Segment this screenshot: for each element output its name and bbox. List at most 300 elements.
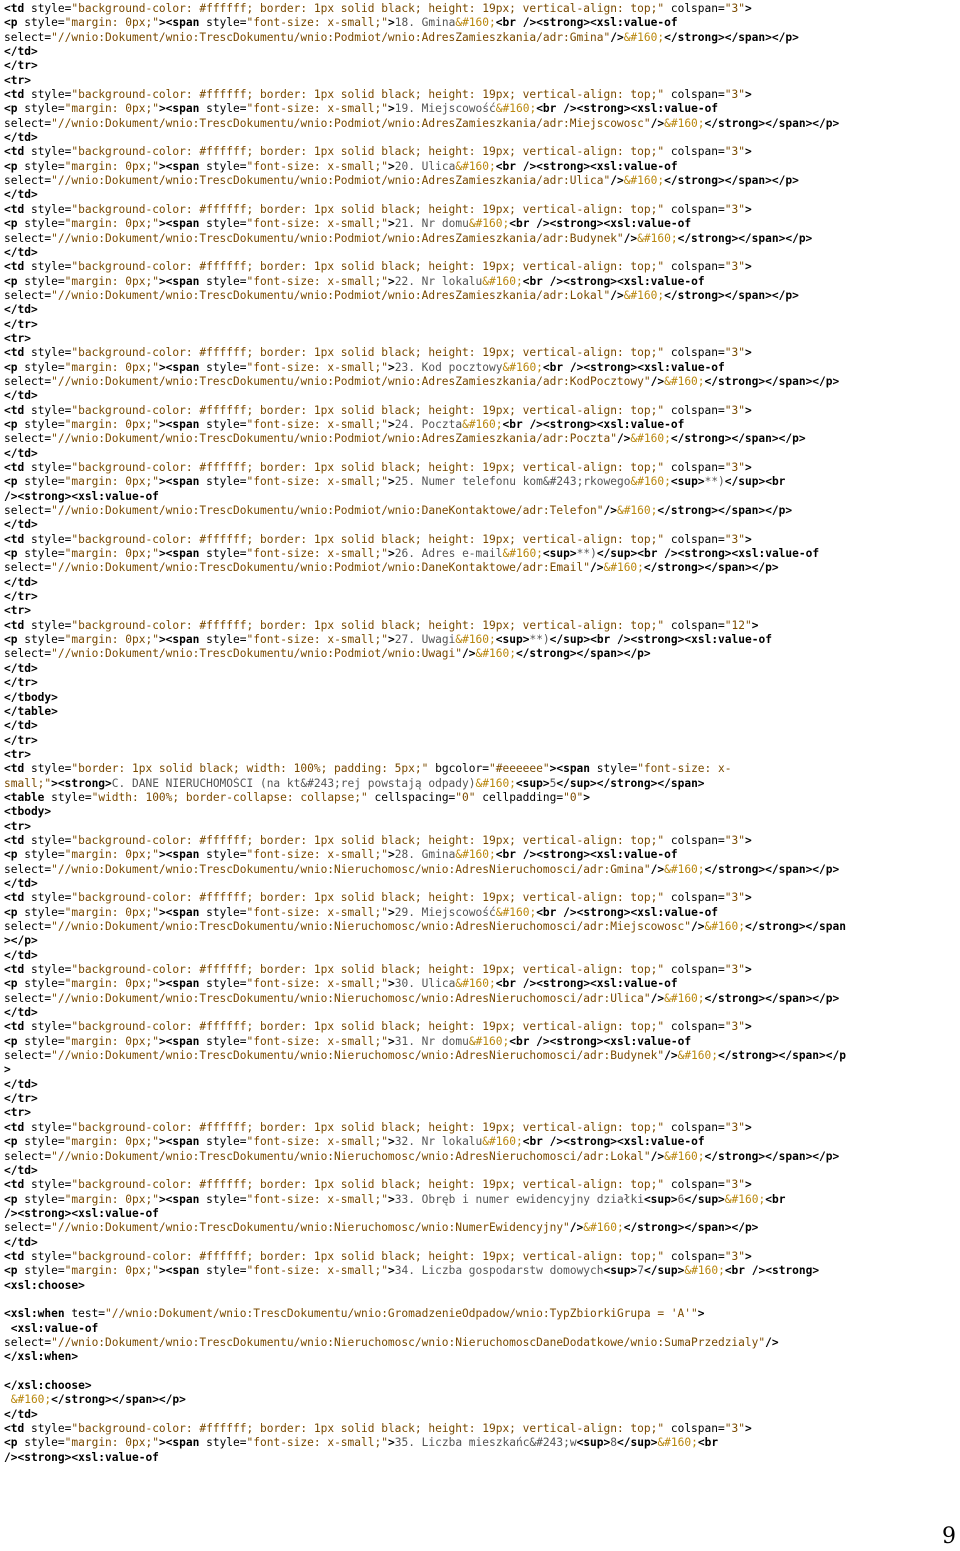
code-token: "margin: 0px;" [64,977,159,991]
code-token: "//wnio:Dokument/wnio:TrescDokumentu/wnio:Nieruchomosc/wnio:AdresNieruchomosci/adr:Ulica" [51,991,651,1005]
code-token: "3" [724,1422,745,1436]
code-token: 34. Liczba gospodarstw domowych [394,1264,604,1278]
code-token: "//wnio:Dokument/wnio:TrescDokumentu/wnio:Podmiot/wnio:Uwagi" [51,647,463,661]
code-token: <p [4,1034,18,1048]
code-token: &#160; [630,432,671,446]
code-token: "background-color: #ffffff; border: 1px solid black; height: 19px; vertical-align: top;" [71,346,665,360]
code-token: colspan= [664,833,725,847]
code-token: "//wnio:Dokument/wnio:TrescDokumentu/wnio:Podmiot/wnio:AdresZamieszkania/adr:Budynek" [51,231,624,245]
code-token: <td [4,1178,25,1192]
code-token: select= [4,374,52,388]
code-token: > [387,1034,395,1048]
code-token: <tr> [4,819,31,833]
code-token: <p [4,102,18,116]
page-number: 9 [942,1524,956,1549]
code-line [4,1164,956,1178]
code-token: </sup> [684,1192,725,1206]
code-token: <sup> [576,1436,611,1450]
code-token: </strong></span></p> [704,1149,840,1163]
code-token: style= [199,159,247,173]
code-line [4,404,956,418]
code-line [4,748,956,762]
code-token: 19. Miejscowość [394,102,496,116]
code-token: &#160; [616,504,658,518]
code-token: <td [4,260,25,274]
code-token: style= [199,1264,247,1278]
code-token: </td> [4,245,38,259]
code-line [4,848,956,862]
code-token: &#160; [475,776,516,790]
code-token: "margin: 0px;" [64,16,159,30]
code-line [4,777,956,791]
code-token: <p [4,417,18,431]
code-token: ><span [158,475,200,489]
code-token: cellspacing= [367,790,456,804]
code-token: &#160; [455,977,496,991]
code-token: style= [24,145,72,159]
code-token: "margin: 0px;" [64,274,159,288]
code-token: > [387,102,395,116]
code-token: "margin: 0px;" [64,1436,159,1450]
code-token: style= [17,633,65,647]
code-token: style= [199,102,247,116]
code-token: style= [24,833,72,847]
code-token: <br /><strong><xsl:value-of [536,102,719,116]
code-token: <br /><strong><xsl:value-of [495,977,678,991]
code-token: select= [4,174,52,188]
code-token: &#160; [482,274,523,288]
code-token: 32. Nr lokalu [394,1135,483,1149]
code-token: </tbody> [4,690,58,704]
code-line [4,346,956,360]
code-token: style= [199,1436,247,1450]
code-token: </td> [4,719,38,733]
code-token: 29. Miejscowość [394,905,496,919]
code-token: 6 [677,1192,685,1206]
code-token: > [387,274,395,288]
code-token: style= [17,547,65,561]
code-token: > [744,1120,752,1134]
code-token: colspan= [664,403,725,417]
code-token: </tr> [4,317,38,331]
code-token: ><span [158,159,200,173]
code-line [4,490,956,504]
code-token: "font-size: x-small;" [246,159,388,173]
code-token: &#160; [495,905,537,919]
code-token: 18. Gmina [394,16,456,30]
code-token: "background-color: #ffffff; border: 1px solid black; height: 19px; vertical-align: top;" [71,403,665,417]
code-line [4,662,956,676]
code-token: <p [4,848,18,862]
code-token: "background-color: #ffffff; border: 1px solid black; height: 19px; vertical-align: top;" [71,88,665,102]
code-token: colspan= [664,963,725,977]
code-line [4,619,956,633]
code-token: </td> [4,575,38,589]
code-token: "font-size: x-small;" [246,360,388,374]
code-token: ><span [549,762,591,776]
code-token: 25. Numer telefonu kom&#243;rkowego [394,475,631,489]
code-line [4,920,956,934]
code-token: style= [17,1135,65,1149]
code-token: > [387,159,395,173]
code-line [4,561,956,575]
code-token: </tr> [4,59,38,73]
code-token: select= [4,647,52,661]
code-token: > [387,1135,395,1149]
code-token: test= [64,1307,106,1321]
code-token: /> [765,1335,779,1349]
code-token: style= [17,217,65,231]
code-token: "3" [724,461,745,474]
code-token: &#160; [475,647,516,661]
code-token: &#160; [623,288,665,302]
code-line [4,59,956,73]
code-token: <p [4,16,18,30]
code-token: &#160; [637,231,678,245]
code-token: <td [4,202,25,216]
code-token: "font-size: x-small;" [246,417,388,431]
code-token: </td> [4,303,38,317]
code-token: > [387,1192,395,1206]
code-token: "margin: 0px;" [64,848,159,862]
code-token: style= [17,1436,65,1450]
code-token: "3" [724,202,745,216]
code-line [4,1121,956,1135]
code-line [4,1436,956,1450]
code-line [4,160,956,174]
code-token: </strong></span [744,920,846,933]
code-token: "margin: 0px;" [64,1192,159,1206]
code-token: > [744,88,752,102]
code-token: &#160; [664,374,705,388]
code-token: style= [24,1178,72,1192]
code-token: "3" [724,403,745,417]
code-token: </td> [4,188,38,202]
code-token: > [744,1249,752,1263]
code-token: > [387,417,395,431]
code-token: <td [4,145,25,159]
code-token: </td> [4,1235,38,1249]
code-token: "font-size: x-small;" [246,1135,388,1149]
code-token: "font-size: x-small;" [246,633,388,647]
code-line [4,1078,956,1092]
code-token: select= [4,231,52,245]
code-token: style= [24,1020,72,1034]
code-token: &#160; [623,174,665,188]
code-token: style= [199,905,247,919]
code-token: "background-color: #ffffff; border: 1px solid black; height: 19px; vertical-align: top;" [71,1422,665,1436]
code-token: </td> [4,661,38,675]
code-line [4,102,956,116]
code-line [4,1178,956,1192]
code-line [4,31,956,45]
code-token: "background-color: #ffffff; border: 1px solid black; height: 19px; vertical-align: top;" [71,891,665,905]
code-line [4,691,956,705]
code-token: <br /><strong><xsl:value-of [495,848,678,862]
code-token: style= [199,633,247,647]
code-token: "background-color: #ffffff; border: 1px solid black; height: 19px; vertical-align: top;" [71,618,665,632]
code-token: ><span [158,547,200,561]
code-token: "3" [724,1178,745,1192]
code-token: > [4,1063,11,1077]
code-token: 26. Adres e-mail [394,547,503,561]
code-token: style= [24,532,72,546]
code-token: "font-size: x-small;" [246,1436,388,1450]
code-token: </tr> [4,1092,38,1106]
code-line [4,1006,956,1020]
code-line [4,863,956,877]
code-token: "3" [724,145,745,159]
code-token: </sup></strong></span> [556,776,705,790]
code-token: <p [4,1264,18,1278]
code-token: </table> [4,704,58,718]
code-token: /> [590,561,604,575]
code-token: <p [4,633,18,647]
code-line [4,88,956,102]
code-token: select= [4,991,52,1005]
code-token: style= [17,1264,65,1278]
code-token: <tr> [4,1106,31,1120]
code-token: </strong></span></p> [51,1393,186,1407]
code-token: &#160; [724,1192,766,1206]
code-token: select= [4,30,52,44]
code-token: "background-color: #ffffff; border: 1px solid black; height: 19px; vertical-align: top;" [71,963,665,977]
code-line [4,977,956,991]
code-token: colspan= [664,1120,725,1134]
code-token: **) [704,475,725,489]
code-token: <p [4,547,18,561]
code-token: ><span [158,16,200,30]
code-token: <xsl:value-of [4,1321,99,1335]
code-token: style= [24,963,72,977]
code-token: <td [4,88,25,102]
code-token: /> [610,174,624,188]
code-line [4,1264,956,1278]
code-line [4,1063,956,1077]
code-token: "width: 100%; border-collapse: collapse;" [91,790,368,804]
code-token: style= [24,461,72,474]
code-line [4,1049,956,1063]
code-token: style= [24,202,72,216]
code-token: 23. Kod pocztowy [394,360,503,374]
code-token: "3" [724,1249,745,1263]
code-line [4,1336,956,1350]
code-token: "font-size: x-small;" [246,102,388,116]
code-line [4,303,956,317]
code-token: "margin: 0px;" [64,905,159,919]
code-token: &#160; [4,1393,52,1407]
code-listing [4,2,956,1465]
code-token: "font-size: x-small;" [246,16,388,30]
code-token: /> [610,30,624,44]
code-token: "margin: 0px;" [64,1034,159,1048]
code-token: <br /><strong><xsl:value-of [495,16,678,30]
code-token: select= [4,1335,52,1349]
code-token: style= [199,417,247,431]
code-line [4,1150,956,1164]
code-line [4,188,956,202]
code-token: "//wnio:Dokument/wnio:TrescDokumentu/wnio:Podmiot/wnio:AdresZamieszkania/adr:Miejscowosc" [51,116,651,130]
code-token: <br /><strong><xsl:value-of [495,159,678,173]
code-token: **) [576,547,597,561]
code-line [4,45,956,59]
code-line [4,2,956,16]
code-line [4,762,956,776]
code-token: <br /><strong><xsl:value-of [536,905,719,919]
code-token: ><strong> [51,776,112,790]
code-line [4,145,956,159]
code-token: <td [4,618,25,632]
code-token: select= [4,1221,52,1235]
code-token: style= [17,274,65,288]
code-token: small;" [4,776,52,790]
code-token: "font-size: x-small;" [246,274,388,288]
code-line [4,805,956,819]
code-token: "//wnio:Dokument/wnio:TrescDokumentu/wnio:Nieruchomosc/wnio:AdresNieruchomosci/adr:Miejscowosc" [51,920,692,933]
code-token: </strong></span></p> [704,374,840,388]
code-token: <p [4,977,18,991]
code-token: 8 [610,1436,618,1450]
code-token: </strong></span></p> [657,504,793,518]
code-token: </strong></span></p> [664,174,799,188]
code-token: select= [4,288,52,302]
code-token: style= [17,360,65,374]
code-token: </td> [4,1407,38,1421]
code-token: <br /><strong><xsl:value-of [542,360,725,374]
code-token: colspan= [664,1422,725,1436]
code-token: "background-color: #ffffff; border: 1px solid black; height: 19px; vertical-align: top;" [71,260,665,274]
code-token: "3" [724,891,745,905]
code-token: ><span [158,360,200,374]
code-token: /><strong><xsl:value-of [4,1450,159,1464]
code-token: <sup> [515,776,550,790]
code-token: /> [569,1221,584,1235]
code-token: <p [4,274,18,288]
code-line [4,117,956,131]
code-token: style= [199,16,247,30]
code-token: "margin: 0px;" [64,1264,159,1278]
code-token: "border: 1px solid black; width: 100%; padding: 5px;" [71,762,429,776]
code-token: select= [4,116,52,130]
code-token: </tr> [4,676,38,690]
code-line [4,174,956,188]
code-token: > [744,260,752,274]
code-line [4,1293,956,1307]
code-token: > [744,833,752,847]
code-token: style= [17,1034,65,1048]
code-token: </strong></span></p> [643,561,779,575]
code-token: "font-size: x-small;" [246,547,388,561]
code-token: colspan= [664,1020,725,1034]
code-token: "margin: 0px;" [64,547,159,561]
code-token: <td [4,2,25,15]
code-token: /> [650,116,665,130]
code-token: <sup> [542,547,577,561]
code-line [4,934,956,948]
code-token: &#160; [664,1149,705,1163]
code-token: "3" [724,532,745,546]
code-token: colspan= [664,618,725,632]
code-token: > [387,360,395,374]
code-token: "background-color: #ffffff; border: 1px solid black; height: 19px; vertical-align: top;" [71,1249,665,1263]
code-token: </td> [4,876,38,890]
code-token: "//wnio:Dokument/wnio:TrescDokumentu/wnio:Podmiot/wnio:AdresZamieszkania/adr:Gmina" [51,30,611,44]
code-token: > [387,547,395,561]
code-token: "font-size: x-small;" [246,1192,388,1206]
code-token: colspan= [664,1178,725,1192]
code-token: "margin: 0px;" [64,417,159,431]
code-token: select= [4,862,52,876]
code-token: colspan= [664,532,725,546]
code-token: > [697,1307,705,1321]
code-line [4,418,956,432]
code-token: <tr> [4,73,31,87]
code-token: </strong></span></p> [664,30,799,44]
code-token: colspan= [664,1249,725,1263]
code-token: colspan= [664,202,725,216]
code-line [4,590,956,604]
code-token: "background-color: #ffffff; border: 1px solid black; height: 19px; vertical-align: top;" [71,202,665,216]
code-token: 20. Ulica [394,159,456,173]
code-token: colspan= [664,346,725,360]
code-token: style= [17,102,65,116]
code-token: &#160; [603,561,644,575]
code-line [4,834,956,848]
code-token: ><span [158,217,200,231]
code-token: </sup> [643,1264,685,1278]
code-token: "background-color: #ffffff; border: 1px solid black; height: 19px; vertical-align: top;" [71,1020,665,1034]
code-token: style= [24,403,72,417]
code-token: "3" [724,260,745,274]
code-token: &#160; [468,1034,510,1048]
code-token: <tbody> [4,805,52,819]
code-token: &#160; [677,1049,718,1063]
code-token: &#160; [482,1135,523,1149]
code-token: "//wnio:Dokument/wnio:TrescDokumentu/wnio:GromadzenieOdpadow/wnio:TypZbiorkiGrupa = 'A'" [105,1307,698,1321]
code-token: &#160; [583,1221,624,1235]
code-token: ><span [158,1034,200,1048]
code-token: <sup> [643,1192,678,1206]
code-token: style= [199,1135,247,1149]
code-token: <tr> [4,604,31,618]
code-line [4,203,956,217]
code-token: "background-color: #ffffff; border: 1px solid black; height: 19px; vertical-align: top;" [71,2,665,15]
code-token: <tr> [4,331,31,345]
code-token: &#160; [684,1264,725,1278]
code-line [4,1106,956,1120]
code-token: ><span [158,905,200,919]
code-token: ><span [158,848,200,862]
code-token: style= [199,848,247,862]
code-token: <xsl:choose> [4,1278,85,1292]
code-token: /> [650,1149,665,1163]
code-token: 35. Liczba mieszkańc&#243;w [394,1436,577,1450]
code-line [4,1250,956,1264]
code-token: > [744,1178,752,1192]
code-token: <xsl:when [4,1307,65,1321]
code-token: /> [616,432,631,446]
code-line [4,1365,956,1379]
code-token: "margin: 0px;" [64,159,159,173]
code-token: &#160; [502,547,543,561]
code-token: "background-color: #ffffff; border: 1px solid black; height: 19px; vertical-align: top;" [71,145,665,159]
code-token: "//wnio:Dokument/wnio:TrescDokumentu/wnio:Podmiot/wnio:AdresZamieszkania/adr:Poczta" [51,432,617,446]
code-token: style= [199,1192,247,1206]
code-token: "//wnio:Dokument/wnio:TrescDokumentu/wnio:Podmiot/wnio:DaneKontaktowe/adr:Telefon" [51,504,604,518]
code-line [4,318,956,332]
code-token: &#160; [455,16,496,30]
code-token: "3" [724,346,745,360]
